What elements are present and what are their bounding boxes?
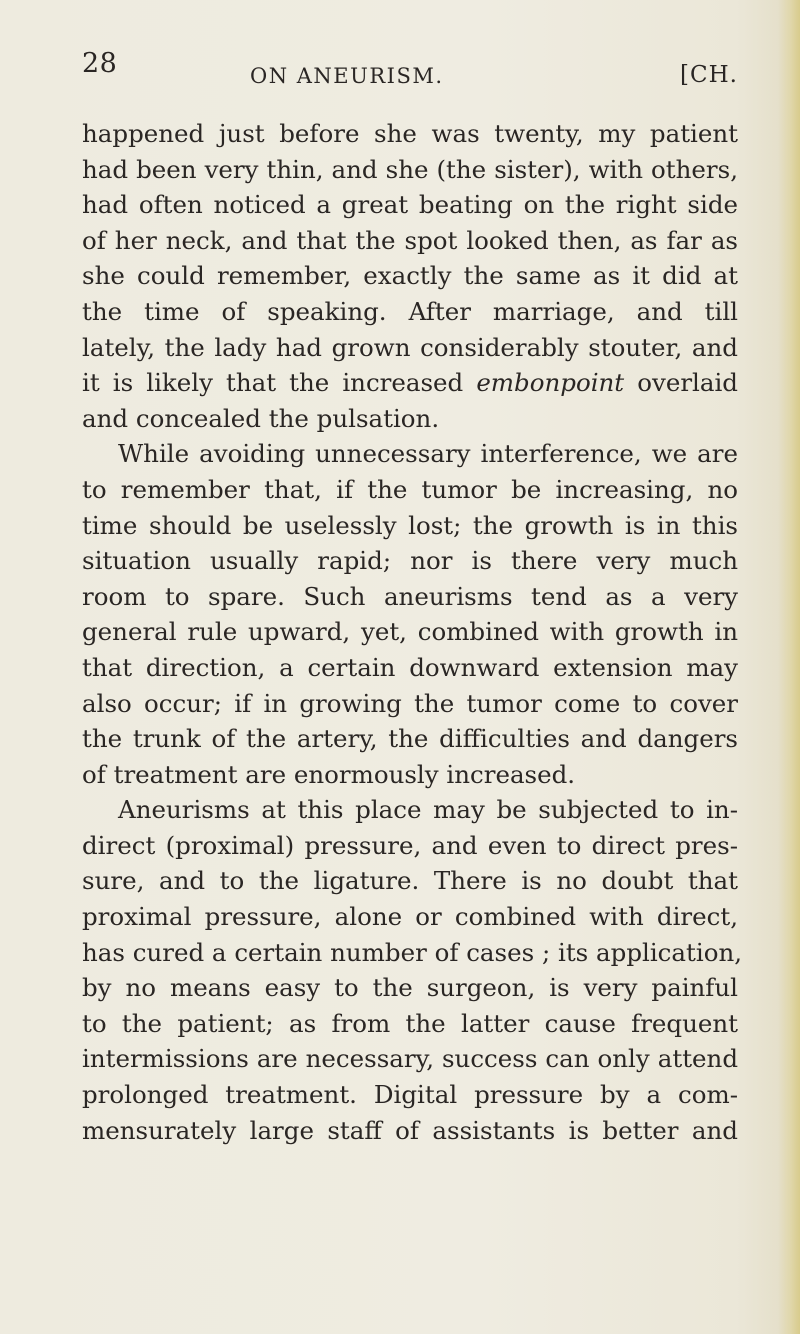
text-line <box>82 365 738 401</box>
text-line: direct (proximal) pressure, and even to direct pres- <box>82 830 738 860</box>
text-line: the time of speaking. After marriage, and till <box>82 296 738 326</box>
text-line: lately, the lady had grown considerably stouter, and <box>82 332 738 362</box>
chapter-mark: [CH. <box>680 62 738 88</box>
text-line: had been very thin, and she (the sister), with others, <box>82 154 738 184</box>
page-edge-shadow <box>778 0 800 1334</box>
text-line: she could remember, exactly the same as it did at <box>82 261 738 291</box>
paragraph-start-line: While avoiding unnecessary interference, we are <box>118 439 738 469</box>
running-header <box>82 48 742 94</box>
text-segment: it is likely that the increased <box>82 368 477 398</box>
paragraph-end-line: and concealed the pulsation. <box>82 403 440 433</box>
text-line: mensurately large staff of assistants is better and <box>82 1115 738 1145</box>
text-line: prolonged treatment. Digital pressure by a com- <box>82 1080 738 1110</box>
text-line: had often noticed a great beating on the right side <box>82 190 738 220</box>
page-number: 28 <box>82 48 118 79</box>
text-line: proximal pressure, alone or combined with direct, <box>82 902 738 932</box>
paragraph-end-line: of treatment are enormously increased. <box>82 759 576 789</box>
text-line: to remember that, if the tumor be increasing, no <box>82 474 738 504</box>
text-line: the trunk of the artery, the difficulties and dangers <box>82 724 738 754</box>
text-line: intermissions are necessary, success can only attend <box>82 1044 738 1074</box>
text-line: to the patient; as from the latter cause frequent <box>82 1008 738 1038</box>
italic-term: embonpoint <box>476 368 625 398</box>
text-line: room to spare. Such aneurisms tend as a very <box>82 581 738 611</box>
text-line: also occur; if in growing the tumor come to cover <box>82 688 738 718</box>
text-line: general rule upward, yet, combined with growth in <box>82 617 738 647</box>
paragraph-start-line: Aneurisms at this place may be subjected to in- <box>118 795 738 825</box>
text-line: has cured a certain number of cases ; its application, <box>82 937 743 967</box>
text-line: that direction, a certain downward extension may <box>82 652 738 682</box>
text-segment: overlaid <box>624 368 738 398</box>
text-line: happened just before she was twenty, my patient <box>82 119 738 148</box>
running-title: ON ANEURISM. <box>250 64 444 88</box>
text-line: time should be uselessly lost; the growth is in this <box>82 510 738 540</box>
text-line: situation usually rapid; nor is there very much <box>82 546 738 576</box>
text-line: of her neck, and that the spot looked then, as far as <box>82 225 738 255</box>
text-line: sure, and to the ligature. There is no doubt that <box>82 866 738 896</box>
body-text <box>82 116 743 1148</box>
text-line: by no means easy to the surgeon, is very painful <box>82 973 738 1003</box>
